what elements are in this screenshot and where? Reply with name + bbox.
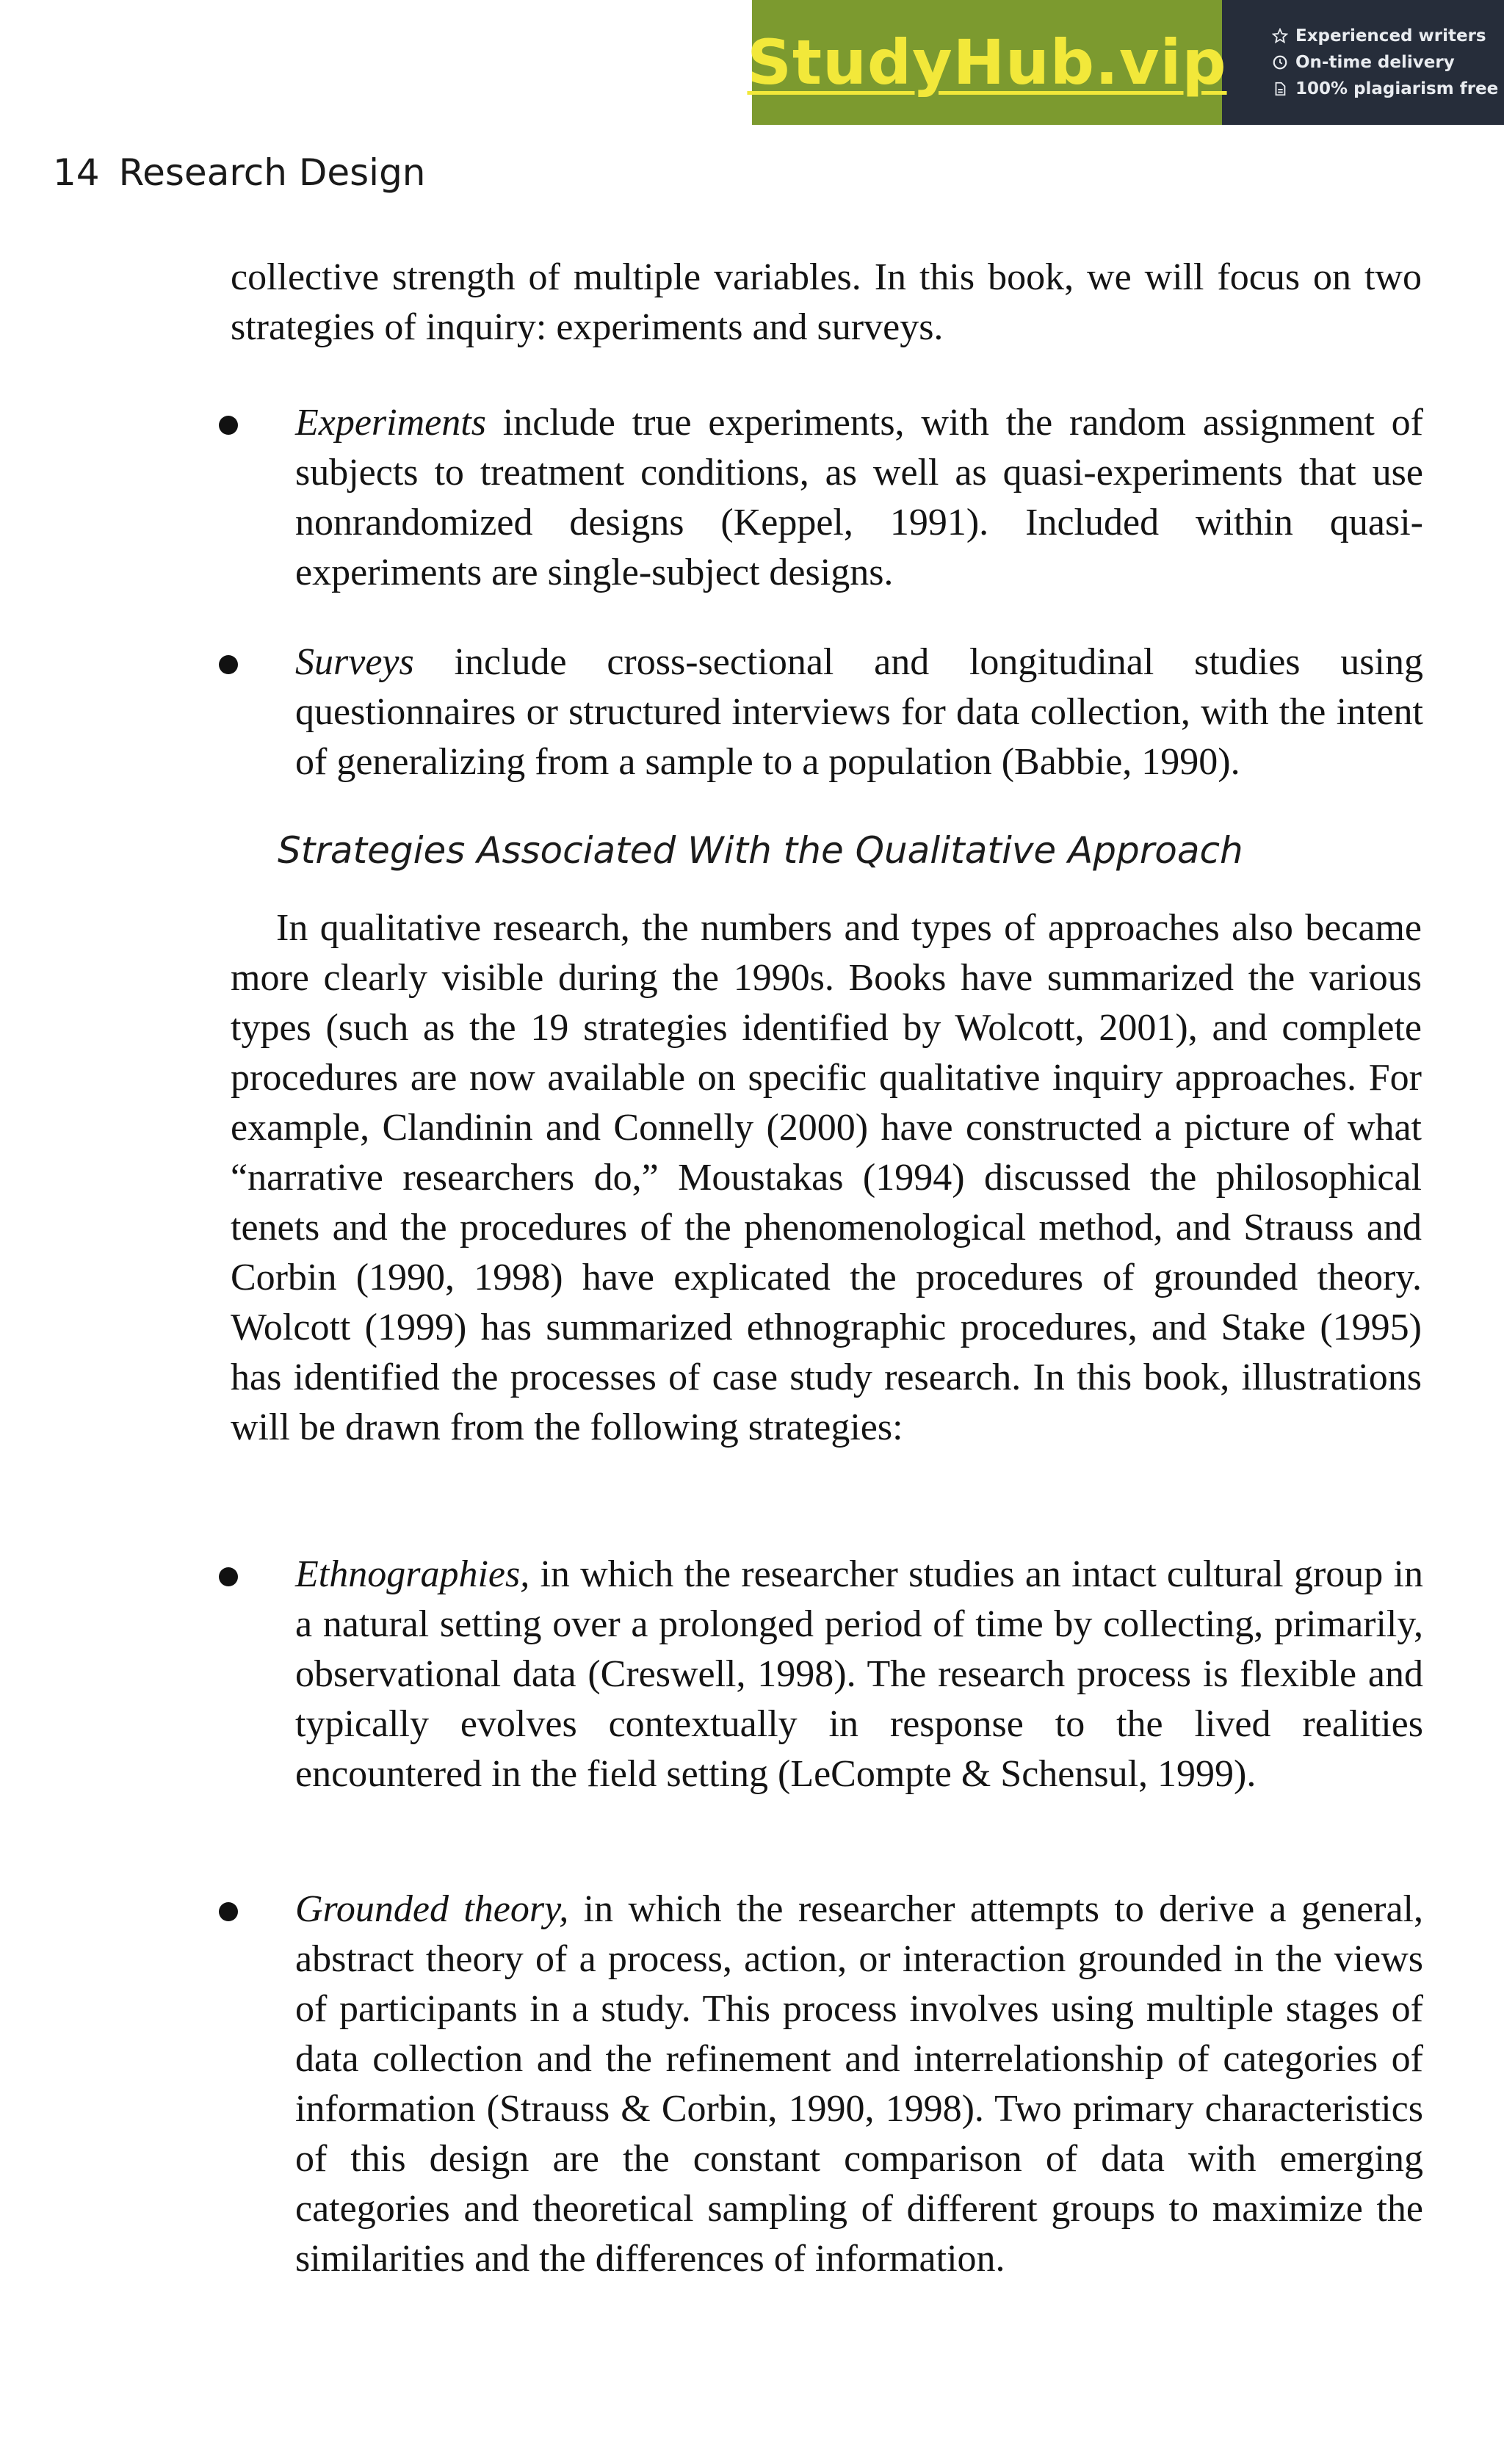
brand-logo[interactable] bbox=[747, 0, 1227, 125]
bullet-term: Surveys bbox=[295, 641, 414, 683]
section-subheading: Strategies Associated With the Qualitative Approach bbox=[278, 829, 1243, 872]
bullet-description: in which the researcher studies an intact cultural group in a natural setting over a prolonged period of time by collecting, primarily, observational data (Creswell, 1998). The research process is flexible and typically evolves contextually in response to the lived realities encountered in the field setting (LeCompte & Schensul, 1999). bbox=[295, 1553, 1423, 1795]
list-item bbox=[219, 398, 1423, 598]
bullet-term: Ethnographies, bbox=[295, 1553, 530, 1595]
bullet-term: Experiments bbox=[295, 402, 486, 444]
bullet-icon bbox=[219, 1902, 238, 1921]
list-item bbox=[219, 1550, 1423, 1799]
bullet-text bbox=[295, 1885, 1423, 2284]
qualitative-paragraph: In qualitative research, the numbers and types of approaches also became more clearly visible during the 1990s. Books have summarized the various types (such as the 19 strategies identified by Wolcott, 2001), and complete procedures are now available on specific qualitative inquiry approaches. For example, Clandinin and Connelly (2000) have constructed a picture of what “narrative researchers do,” Moustakas (1994) discussed the philosophical tenets and the procedures of the phenomenological method, and Strauss and Corbin (1990, 1998) have explicated the procedures of grounded theory. Wolcott (1999) has summarized ethnographic procedures, and Stake (1995) has identified the processes of case study research. In this book, illustrations will be drawn from the following strategies: bbox=[231, 907, 1422, 1448]
bullet-icon bbox=[219, 1567, 238, 1586]
document-icon bbox=[1272, 81, 1288, 97]
book-section-title: Research Design bbox=[118, 151, 426, 194]
feature-item bbox=[1272, 26, 1504, 46]
running-header bbox=[53, 151, 426, 194]
brand-name: StudyHub.vip bbox=[747, 26, 1227, 98]
feature-text: On-time delivery bbox=[1295, 53, 1455, 72]
bullet-description: include cross-sectional and longitudinal studies using questionnaires or structured interviews for data collection, with the intent of generalizing from a sample to a population (Babbie, 1990). bbox=[295, 641, 1423, 783]
clock-icon bbox=[1272, 54, 1288, 71]
bullet-text bbox=[295, 398, 1423, 598]
list-item bbox=[219, 637, 1423, 787]
feature-text: 100% plagiarism free bbox=[1295, 79, 1499, 98]
bullet-term: Grounded theory, bbox=[295, 1888, 569, 1930]
feature-item bbox=[1272, 79, 1504, 98]
bullet-description: include true experiments, with the random assignment of subjects to treatment conditions, as well as quasi-experiments that use nonrandomized designs (Keppel, 1991). Included within quasi-experiments are single-subject designs. bbox=[295, 402, 1423, 593]
bullet-icon bbox=[219, 416, 238, 435]
feature-list bbox=[1222, 0, 1504, 125]
list-item bbox=[219, 1885, 1423, 2284]
ad-banner[interactable] bbox=[747, 0, 1504, 125]
bullet-text bbox=[295, 637, 1423, 787]
star-icon bbox=[1272, 28, 1288, 44]
bullet-description: in which the researcher attempts to derive a general, abstract theory of a process, action, or interaction grounded in the views of participants in a study. This process involves using multiple stages of data collection and the refinement and interrelationship of categories of information (Strauss & Corbin, 1990, 1998). Two primary characteristics of this design are the constant comparison of data with emerging categories and theoretical sampling of different groups to maximize the similarities and the differences of information. bbox=[295, 1888, 1423, 2280]
feature-item bbox=[1272, 53, 1504, 72]
intro-paragraph: collective strength of multiple variables. In this book, we will focus on two strategies of inquiry: experiments and surveys. bbox=[231, 256, 1422, 348]
bullet-icon bbox=[219, 655, 238, 674]
page-number: 14 bbox=[53, 151, 100, 194]
bullet-text bbox=[295, 1550, 1423, 1799]
feature-text: Experienced writers bbox=[1295, 26, 1486, 46]
